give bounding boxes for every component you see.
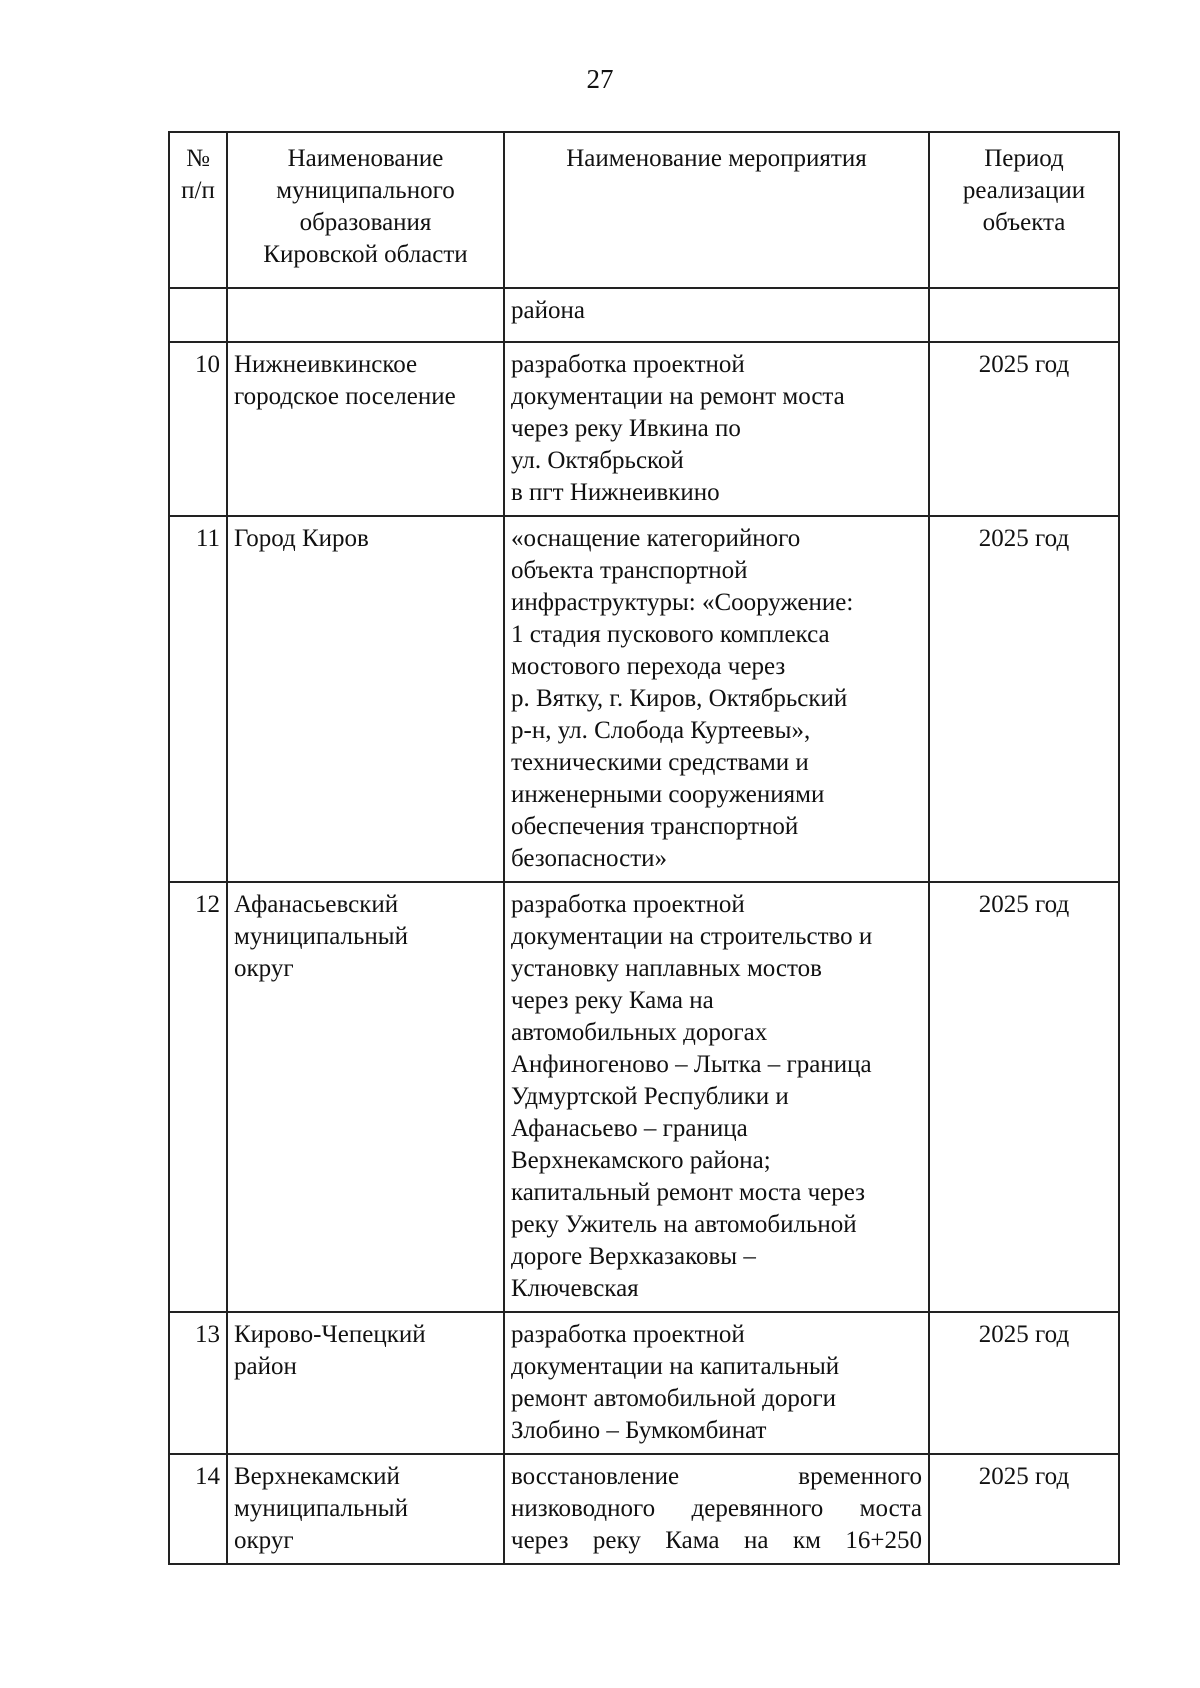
header-event: Наименование мероприятия: [504, 132, 929, 288]
municipality-line: городское поселение: [234, 383, 456, 410]
event-line: Ключевская: [511, 1275, 639, 1302]
event-line: Афанасьево – граница: [511, 1115, 748, 1142]
row-period: [929, 288, 1119, 342]
event-line: Злобино – Бумкомбинат: [511, 1417, 767, 1444]
row-event: [504, 288, 929, 342]
row-municipality: [227, 1312, 504, 1454]
row-event: [504, 342, 929, 516]
row-municipality: [227, 516, 504, 882]
page-number: 27: [586, 64, 614, 94]
table-body: [169, 288, 1119, 1564]
table-header-row: [169, 132, 1119, 288]
event-line: через реку Кама на км 16+250: [511, 1527, 922, 1554]
event-line: низководного деревянного моста: [511, 1495, 922, 1522]
event-line: в пгт Нижнеивкино: [511, 479, 720, 506]
row-period: 2025 год: [929, 1312, 1119, 1454]
municipality-line: Город Киров: [234, 525, 369, 552]
event-line: р. Вятку, г. Киров, Октябрьский: [511, 685, 848, 712]
event-line: Верхнекамского района;: [511, 1147, 771, 1174]
event-line: ремонт автомобильной дороги: [511, 1385, 837, 1412]
event-line: дороге Верхказаковы –: [511, 1243, 756, 1270]
table-row: [169, 882, 1119, 1312]
table-row: [169, 288, 1119, 342]
row-municipality: [227, 882, 504, 1312]
row-period: 2025 год: [929, 342, 1119, 516]
event-line: Анфиногеново – Лытка – граница: [511, 1051, 872, 1078]
event-line: разработка проектной: [511, 1321, 745, 1348]
event-line: р-н, ул. Слобода Куртеевы»,: [511, 717, 811, 744]
table-row: [169, 342, 1119, 516]
event-line: инфраструктуры: «Сооружение:: [511, 589, 854, 616]
row-event: [504, 1312, 929, 1454]
row-municipality: [227, 1454, 504, 1564]
event-line: разработка проектной: [511, 351, 745, 378]
events-table: [168, 131, 1120, 1565]
municipality-line: район: [234, 1353, 297, 1380]
event-line: объекта транспортной: [511, 557, 748, 584]
row-event: [504, 882, 929, 1312]
row-period: 2025 год: [929, 882, 1119, 1312]
event-line: установку наплавных мостов: [511, 955, 822, 982]
row-period: 2025 год: [929, 1454, 1119, 1564]
event-line: через реку Кама на: [511, 987, 714, 1014]
event-line: мостового перехода через: [511, 653, 786, 680]
row-event: [504, 516, 929, 882]
row-number: 13: [169, 1312, 227, 1454]
row-number: 14: [169, 1454, 227, 1564]
row-number: 11: [169, 516, 227, 882]
event-line: документации на капитальный: [511, 1353, 840, 1380]
event-line: Удмуртской Республики и: [511, 1083, 789, 1110]
row-municipality: [227, 288, 504, 342]
municipality-line: округ: [234, 1527, 294, 1554]
row-municipality: [227, 342, 504, 516]
municipality-line: Афанасьевский: [234, 891, 399, 918]
row-number: [169, 288, 227, 342]
municipality-line: Нижнеивкинское: [234, 351, 418, 378]
event-line: через реку Ивкина по: [511, 415, 741, 442]
event-line: ул. Октябрьской: [511, 447, 684, 474]
municipality-line: Верхнекамский: [234, 1463, 400, 1490]
municipality-line: округ: [234, 955, 294, 982]
event-line: 1 стадия пускового комплекса: [511, 621, 830, 648]
event-line: разработка проектной: [511, 891, 745, 918]
event-line: восстановление временного: [511, 1463, 922, 1490]
header-num: № п/п: [169, 132, 227, 288]
event-line: документации на строительство и: [511, 923, 873, 950]
event-line: автомобильных дорогах: [511, 1019, 768, 1046]
row-period: 2025 год: [929, 516, 1119, 882]
municipality-line: муниципальный: [234, 923, 408, 950]
event-line: документации на ремонт моста: [511, 383, 845, 410]
row-number: 10: [169, 342, 227, 516]
event-line: реку Ужитель на автомобильной: [511, 1211, 857, 1238]
table-row: [169, 1454, 1119, 1564]
header-municipality: Наименование муниципального образования Кировской области: [227, 132, 504, 288]
event-line: обеспечения транспортной: [511, 813, 799, 840]
row-number: 12: [169, 882, 227, 1312]
event-line: капитальный ремонт моста через: [511, 1179, 866, 1206]
event-line: «оснащение категорийного: [511, 525, 801, 552]
event-line: безопасности»: [511, 845, 667, 872]
table-row: [169, 1312, 1119, 1454]
row-event: [504, 1454, 929, 1564]
event-line: техническими средствами и: [511, 749, 809, 776]
table-row: [169, 516, 1119, 882]
municipality-line: муниципальный: [234, 1495, 408, 1522]
header-period: Период реализации объекта: [929, 132, 1119, 288]
event-line: инженерными сооружениями: [511, 781, 825, 808]
event-line: района: [511, 297, 585, 324]
municipality-line: Кирово-Чепецкий: [234, 1321, 426, 1348]
